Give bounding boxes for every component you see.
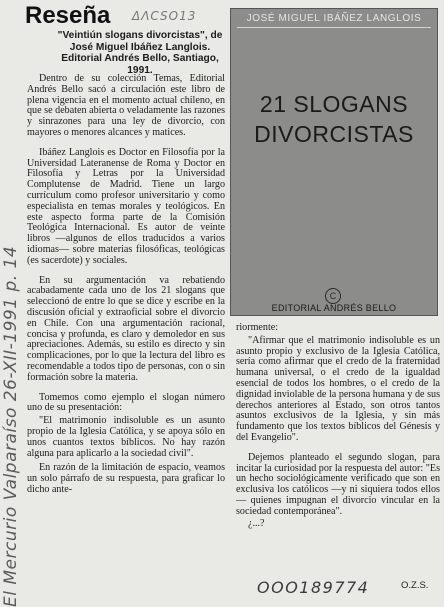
archive-stamp-code: ΔΛCSO13 xyxy=(132,9,197,23)
paragraph: Dentro de su colección Temas, Editorial Andrés Bello sacó a circulación este libro de plena vigencia en el momento actual chileno, en que se debaten abierta o veladamente las razones y sinrazones para una ley de divorcio, con mayores o menores alcances y matices. xyxy=(27,73,225,138)
paragraph: En su argumentación va rebatiendo acabadamente cada uno de los 21 slogans que seleccionó de entre lo que se dice y escribe en la discusión oficial y extraoficial sobre el divorcio en Chile. Con una argumentación racional, concisa y profunda, es claro y demoledor en sus apreciaciones. Además, su estilo es directo y sin complicaciones, por lo que la lectura del libro es recomendable a todos tipo de personas, con o sin formación sobre la materia. xyxy=(27,274,225,383)
book-cover-image xyxy=(230,8,438,316)
publisher-logo-icon: C xyxy=(325,288,341,304)
author-signature: O.Z.S. xyxy=(401,580,429,591)
cover-publisher: EDITORIAL ANDRÉS BELLO xyxy=(271,303,397,313)
section-heading: Reseña xyxy=(25,2,111,29)
left-column xyxy=(27,74,225,505)
paragraph: Tomemos como ejemplo el slogan número uno de su presentación: xyxy=(27,391,225,414)
paragraph: riormente: xyxy=(236,322,279,333)
paragraph: Ibáñez Langlois es Doctor en Filosofía por la Universidad Lateranense de Roma y Doctor en Filosofía y Letras por la Universidad Complutense de Madrid. Tiene un largo currículum como profesor universitario y como especialista en temas morales y teológicos. En este aspecto forma parte de la Comisión Teológica Internacional. Es autor de veinte libros —algunos de ellos traducidos a varios idiomas— sobre materias filosóficas, teológicas (es sacerdote) y sociales. xyxy=(27,146,225,266)
cover-author: JOSÉ MIGUEL IBÁÑEZ LANGLOIS xyxy=(246,13,422,24)
right-column xyxy=(236,323,440,538)
paragraph: En razón de la limitación de espacio, veamos un solo párrafo de su respuesta, para graficar lo dicho ante- xyxy=(27,462,225,495)
cover-title-line: DIVORCISTAS xyxy=(254,121,414,147)
handwritten-source-note: El Mercurio Valparaíso 26-XII-1991 p. 14 xyxy=(1,245,21,607)
cover-title xyxy=(237,89,431,149)
quote-paragraph: "Afirmar que el matrimonio indisoluble es un asunto propio y exclusivo de la Iglesia Católica, sería como afirmar que el credo de la fraternidad humana universal, o el credo de la igualdad esencial de todos los hombres, o el credo de la dignidad inviolable de la persona humana y de sus derechos anteriores al Estado, son otros tantos asuntos exclusivos de la Iglesia, y sin más fundamento que los textos bíblicos del Génesis y del Evangelio". xyxy=(236,334,440,443)
book-citation: "Veintiún slogans divorcistas", de José Miguel Ibáñez Langlois. Editorial Andrés Bello, Santiago, 1991. xyxy=(57,30,223,76)
paragraph: Dejemos planteado el segundo slogan, para incitar la curiosidad por la respuesta del autor: "Es un hecho sociológicamente verificado que son en exclusiva los católicos —y ni siquiera todos ellos— quienes impugnan el divorcio vincular en la sociedad contemporánea". xyxy=(236,451,440,517)
cover-divider xyxy=(237,27,431,28)
cover-title-line: 21 SLOGANS xyxy=(259,91,409,117)
paragraph: ¿...? xyxy=(248,517,265,529)
quote-paragraph: "El matrimonio indisoluble es un asunto propio de la Iglesia Católica, y se apoya sólo en unos cuantos textos bíblicos. No hay razón alguna para aplicarlo a la sociedad civil". xyxy=(27,415,225,459)
archive-number: OOO189774 xyxy=(257,578,370,597)
